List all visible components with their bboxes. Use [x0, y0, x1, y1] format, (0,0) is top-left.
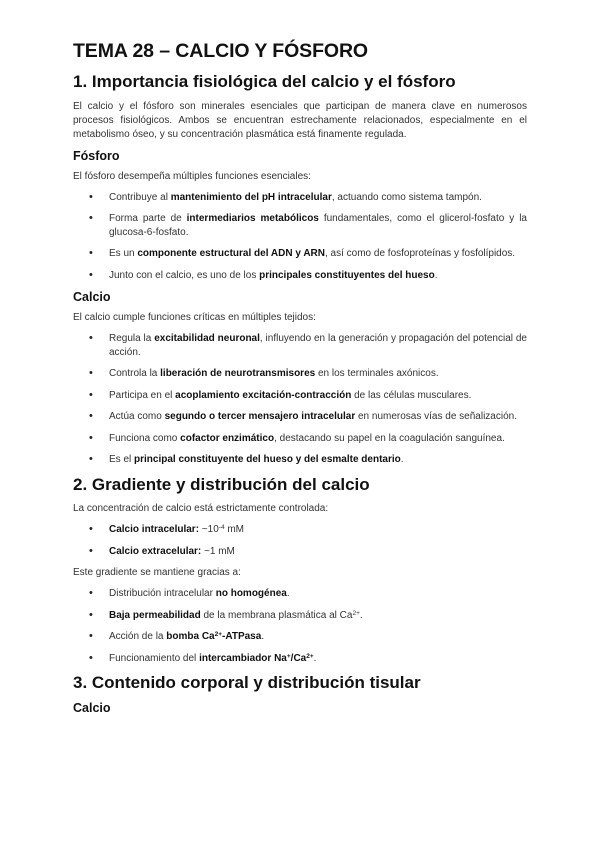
- list-item: • Calcio extracelular: ~1 mM: [73, 545, 527, 559]
- section-3-calcio-heading: Calcio: [73, 700, 111, 715]
- list-item: • Participa en el acoplamiento excitación-contracción de las células musculares.: [73, 389, 527, 403]
- list-item: • Es el principal constituyente del hueso y del esmalte dentario.: [73, 453, 527, 467]
- section-1-heading: 1. Importancia fisiológica del calcio y el fósforo: [73, 72, 456, 92]
- list-item: • Regula la excitabilidad neuronal, influyendo en la generación y propagación del potencial de acción.: [73, 332, 527, 359]
- list-item: • Es un componente estructural del ADN y ARN, así como de fosfoproteínas y fosfolípidos.: [73, 247, 527, 261]
- list-item: • Controla la liberación de neurotransmisores en los terminales axónicos.: [73, 367, 527, 381]
- list-item: • Funcionamiento del intercambiador $Na^+/Ca^{2+}$.: [73, 652, 527, 666]
- fosforo-lead: El fósforo desempeña múltiples funciones esenciales:: [73, 170, 311, 182]
- list-item: • Junto con el calcio, es uno de los principales constituyentes del hueso.: [73, 269, 527, 283]
- list-item: • Acción de la bomba $Ca^{2+}$-ATPasa.: [73, 630, 527, 644]
- list-item: • Calcio intracelular: $\sim 10^{-4}$ mM: [73, 523, 527, 537]
- page-title: TEMA 28 – CALCIO Y FÓSFORO: [73, 40, 369, 62]
- calcium-levels-list: [73, 523, 527, 558]
- calcio-list: [73, 332, 527, 467]
- section-2-lead: La concentración de calcio está estrictamente controlada:: [73, 503, 329, 515]
- gradient-mechanisms-list: [73, 587, 527, 665]
- calcio-heading: Calcio: [73, 290, 111, 305]
- gradient-lead: Este gradiente se mantiene gracias a:: [73, 567, 241, 579]
- list-item: • Baja permeabilidad de la membrana plasmática al $Ca^{2+}$.: [73, 609, 527, 623]
- document-page: [73, 40, 527, 722]
- section-1-intro: El calcio y el fósforo son minerales esenciales que participan de manera clave en numerosos procesos fisiológicos. Ambos se encuentran estrechamente relacionados, especialmente en el metabolismo óseo, y su concentración plasmática está finamente regulada.: [73, 100, 527, 140]
- section-2-heading: 2. Gradiente y distribución del calcio: [73, 474, 370, 494]
- section-3-heading: 3. Contenido corporal y distribución tisular: [73, 673, 421, 693]
- list-item: • Contribuye al mantenimiento del pH intracelular, actuando como sistema tampón.: [73, 191, 527, 205]
- calcio-lead: El calcio cumple funciones críticas en múltiples tejidos:: [73, 312, 316, 324]
- fosforo-list: [73, 191, 527, 283]
- list-item: • Forma parte de intermediarios metabólicos fundamentales, como el glicerol-fosfato y la glucosa-6-fosfato.: [73, 212, 527, 239]
- fosforo-heading: Fósforo: [73, 148, 120, 163]
- list-item: • Actúa como segundo o tercer mensajero intracelular en numerosas vías de señalización.: [73, 410, 527, 424]
- list-item: • Funciona como cofactor enzimático, destacando su papel en la coagulación sanguínea.: [73, 432, 527, 446]
- list-item: • Distribución intracelular no homogénea.: [73, 587, 527, 601]
